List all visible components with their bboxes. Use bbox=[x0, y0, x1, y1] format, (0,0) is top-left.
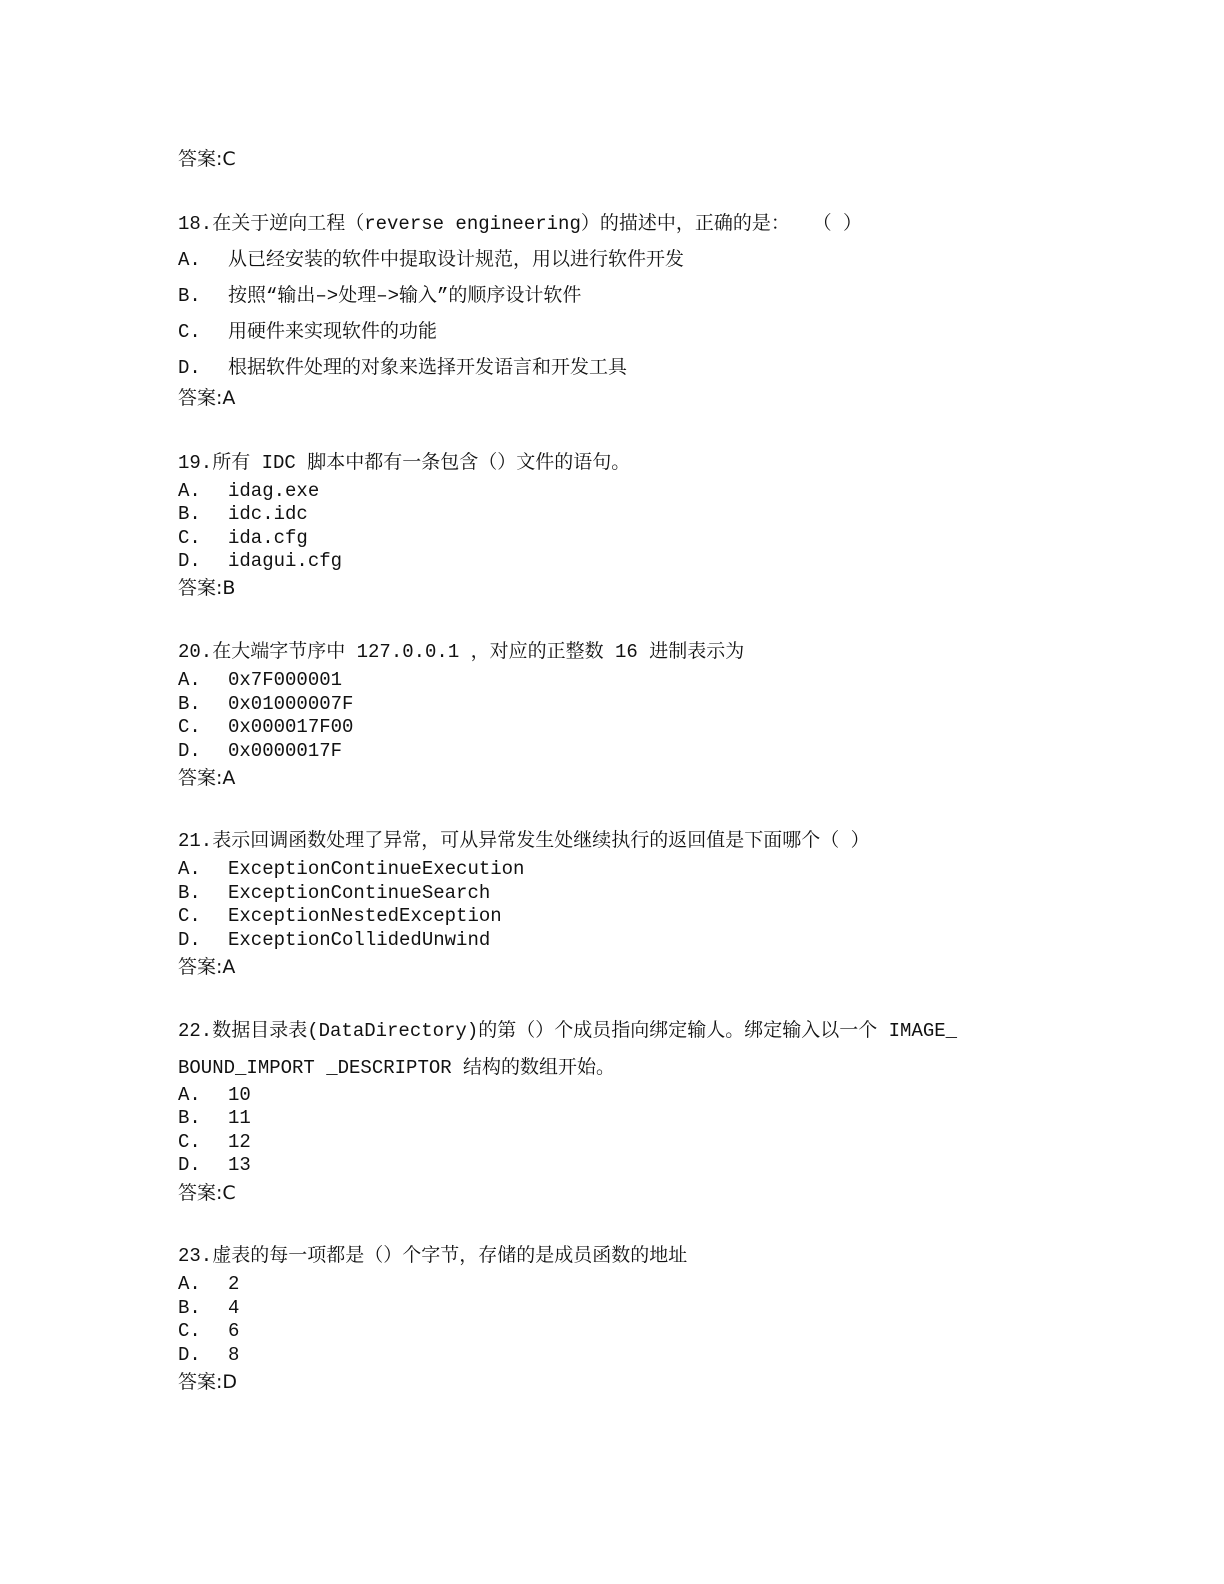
option-letter: C. bbox=[178, 527, 201, 549]
question-20-option-b bbox=[178, 692, 353, 716]
question-18-option-a bbox=[178, 248, 684, 272]
option-letter: A. bbox=[178, 1273, 201, 1295]
option-text: idagui.cfg bbox=[228, 550, 343, 572]
option-text: 4 bbox=[228, 1297, 240, 1319]
option-text: 6 bbox=[228, 1320, 240, 1342]
question-18-stem: 18.在关于逆向工程（reverse engineering）的描述中，正确的是： （ ） bbox=[178, 213, 863, 235]
question-18-answer: 答案:A bbox=[178, 387, 236, 409]
question-18-option-c bbox=[178, 320, 437, 344]
option-text: 0x7F000001 bbox=[228, 669, 343, 691]
question-19-option-a bbox=[178, 479, 319, 503]
option-letter: B. bbox=[178, 285, 201, 307]
option-text: idag.exe bbox=[228, 480, 320, 502]
question-20-option-a bbox=[178, 668, 342, 692]
question-21-option-c bbox=[178, 904, 502, 928]
question-21-answer: 答案:A bbox=[178, 956, 236, 978]
question-23-option-c bbox=[178, 1319, 239, 1343]
option-text: 0x01000007F bbox=[228, 693, 354, 715]
option-letter: B. bbox=[178, 1107, 201, 1129]
question-22-option-a bbox=[178, 1083, 251, 1107]
option-letter: A. bbox=[178, 1084, 201, 1106]
option-letter: B. bbox=[178, 1297, 201, 1319]
option-text: 从已经安装的软件中提取设计规范，用以进行软件开发 bbox=[228, 249, 685, 271]
option-letter: D. bbox=[178, 1344, 201, 1366]
option-text: 2 bbox=[228, 1273, 240, 1295]
question-19-stem: 19.所有 IDC 脚本中都有一条包含（）文件的语句。 bbox=[178, 452, 631, 474]
option-letter: B. bbox=[178, 503, 201, 525]
question-22-option-c bbox=[178, 1130, 251, 1154]
option-text: ida.cfg bbox=[228, 527, 308, 549]
question-19-option-c bbox=[178, 526, 308, 550]
option-letter: A. bbox=[178, 249, 201, 271]
option-letter: D. bbox=[178, 1154, 201, 1176]
question-20-option-d bbox=[178, 739, 342, 763]
question-22-option-d bbox=[178, 1153, 251, 1177]
question-21-option-b bbox=[178, 881, 490, 905]
question-22-answer: 答案:C bbox=[178, 1182, 236, 1204]
option-text: 用硬件来实现软件的功能 bbox=[228, 321, 438, 343]
option-text: 0x000017F00 bbox=[228, 716, 354, 738]
answer-prev: 答案:C bbox=[178, 148, 236, 170]
option-text: 10 bbox=[228, 1084, 251, 1106]
option-text: 0x0000017F bbox=[228, 740, 343, 762]
option-text: 11 bbox=[228, 1107, 251, 1129]
option-letter: A. bbox=[178, 480, 201, 502]
option-text: ExceptionContinueSearch bbox=[228, 882, 491, 904]
option-letter: B. bbox=[178, 882, 201, 904]
question-22-stem: 22.数据目录表(DataDirectory)的第（）个成员指向绑定输人。绑定输入以一个 IMAGE_ bbox=[178, 1020, 958, 1042]
option-letter: C. bbox=[178, 1131, 201, 1153]
option-text: ExceptionContinueExecution bbox=[228, 858, 525, 880]
option-letter: D. bbox=[178, 740, 201, 762]
option-text: ExceptionCollidedUnwind bbox=[228, 929, 491, 951]
option-letter: D. bbox=[178, 550, 201, 572]
question-20-answer: 答案:A bbox=[178, 767, 236, 789]
question-21-option-a bbox=[178, 857, 524, 881]
option-text: 按照“输出–>处理–>输入”的顺序设计软件 bbox=[228, 285, 582, 307]
option-text: ExceptionNestedException bbox=[228, 905, 502, 927]
option-letter: A. bbox=[178, 858, 201, 880]
question-19-answer: 答案:B bbox=[178, 577, 236, 599]
question-23-stem: 23.虚表的每一项都是（）个字节，存储的是成员函数的地址 bbox=[178, 1245, 688, 1267]
option-letter: B. bbox=[178, 693, 201, 715]
option-letter: C. bbox=[178, 1320, 201, 1342]
option-text: 13 bbox=[228, 1154, 251, 1176]
question-19-option-b bbox=[178, 502, 308, 526]
option-letter: C. bbox=[178, 905, 201, 927]
option-letter: D. bbox=[178, 357, 201, 379]
option-letter: C. bbox=[178, 321, 201, 343]
question-21-stem: 21.表示回调函数处理了异常，可从异常发生处继续执行的返回值是下面哪个（ ） bbox=[178, 830, 870, 852]
question-22-option-b bbox=[178, 1106, 251, 1130]
option-text: 根据软件处理的对象来选择开发语言和开发工具 bbox=[228, 357, 628, 379]
question-23-option-a bbox=[178, 1272, 239, 1296]
question-21-option-d bbox=[178, 928, 490, 952]
question-23-option-b bbox=[178, 1296, 239, 1320]
question-18-option-d bbox=[178, 356, 627, 380]
question-23-answer: 答案:D bbox=[178, 1371, 238, 1393]
question-18-option-b bbox=[178, 284, 581, 308]
question-19-option-d bbox=[178, 549, 342, 573]
option-text: 12 bbox=[228, 1131, 251, 1153]
question-23-option-d bbox=[178, 1343, 239, 1367]
option-text: 8 bbox=[228, 1344, 240, 1366]
option-letter: C. bbox=[178, 716, 201, 738]
option-text: idc.idc bbox=[228, 503, 308, 525]
option-letter: D. bbox=[178, 929, 201, 951]
question-20-stem: 20.在大端字节序中 127.0.0.1 ，对应的正整数 16 进制表示为 bbox=[178, 641, 745, 663]
option-letter: A. bbox=[178, 669, 201, 691]
question-20-option-c bbox=[178, 715, 353, 739]
question-22-stem-continued: BOUND_IMPORT _DESCRIPTOR 结构的数组开始。 bbox=[178, 1057, 616, 1079]
